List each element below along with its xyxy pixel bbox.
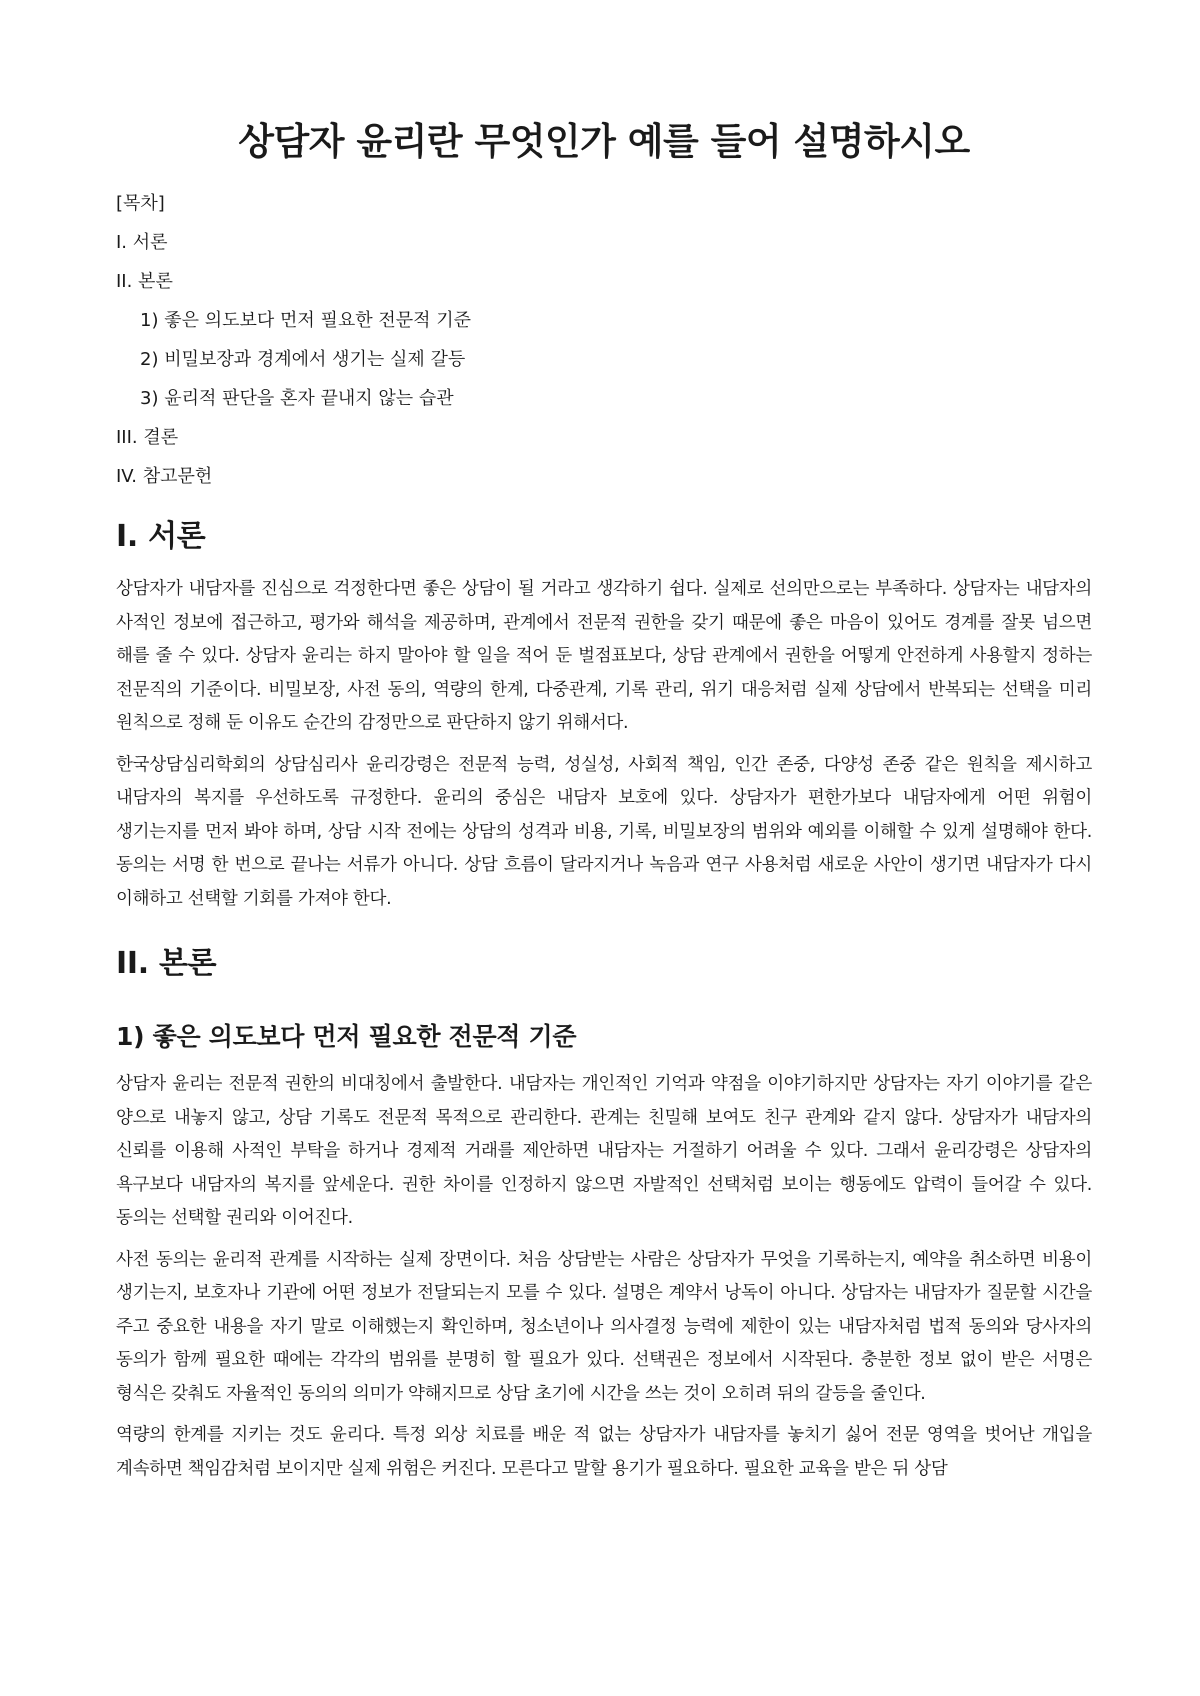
section-body [116, 946, 1092, 1486]
body-paragraph-1: 상담자 윤리는 전문적 권한의 비대칭에서 출발한다. 내담자는 개인적인 기억과 약점을 이야기하지만 상담자는 자기 이야기를 같은 양으로 내놓지 않고, 상담 기록도 전문적 목적으로 관리한다. 관계는 친밀해 보여도 친구 관계와 같지 않다. 상담자가 내담자의 신뢰를 이용해 사적인 부탁을 하거나 경제적 거래를 제안하면 내담자는 거절하기 어려울 수 있다. 그래서 윤리강령은 상담자의 욕구보다 내담자의 복지를 앞세운다. 권한 차이를 인정하지 않으면 자발적인 선택처럼 보이는 행동에도 압력이 들어갈 수 있다. 동의는 선택할 권리와 이어진다. [116, 1074, 1092, 1229]
toc-item-body-3: 3) 윤리적 판단을 혼자 끝내지 않는 습관 [140, 388, 454, 410]
intro-paragraph-2: 한국상담심리학회의 상담심리사 윤리강령은 전문적 능력, 성실성, 사회적 책임, 인간 존중, 다양성 존중 같은 원칙을 제시하고 내담자의 복지를 우선하도록 규정한다. 윤리의 중심은 내담자 보호에 있다. 상담자가 편한가보다 내담자에게 어떤 위험이 생기는지를 먼저 봐야 하며, 상담 시작 전에는 상담의 성격과 비용, 기록, 비밀보장의 범위와 예외를 이해할 수 있게 설명해야 한다. 동의는 서명 한 번으로 끝나는 서류가 아니다. 상담 흐름이 달라지거나 녹음과 연구 사용처럼 새로운 사안이 생기면 내담자가 다시 이해하고 선택할 기회를 가져야 한다. [116, 754, 1092, 909]
document-title: 상담자 윤리란 무엇인가 예를 들어 설명하시오 [238, 120, 970, 163]
section-intro [116, 519, 1092, 916]
section-heading-intro: I. 서론 [116, 519, 206, 555]
body-paragraph-3: 역량의 한계를 지키는 것도 윤리다. 특정 외상 치료를 배운 적 없는 상담자가 내담자를 놓치기 싫어 전문 영역을 벗어난 개입을 계속하면 책임감처럼 보이지만 실제 위험은 커진다. 모른다고 말할 용기가 필요하다. 필요한 교육을 받은 뒤 상담 [116, 1425, 1092, 1479]
toc-item-intro: I. 서론 [116, 232, 168, 254]
toc-item-body: II. 본론 [116, 271, 173, 293]
toc-label: [목차] [116, 193, 165, 215]
section-heading-body: II. 본론 [116, 946, 217, 982]
body-paragraph-2: 사전 동의는 윤리적 관계를 시작하는 실제 장면이다. 처음 상담받는 사람은 상담자가 무엇을 기록하는지, 예약을 취소하면 비용이 생기는지, 보호자나 기관에 어떤 정보가 전달되는지 모를 수 있다. 설명은 계약서 낭독이 아니다. 상담자는 내담자가 질문할 시간을 주고 중요한 내용을 자기 말로 이해했는지 확인하며, 청소년이나 의사결정 능력에 제한이 있는 내담자처럼 법적 동의와 당사자의 동의가 함께 필요한 때에는 각각의 범위를 분명히 할 필요가 있다. 선택권은 정보에서 시작된다. 충분한 정보 없이 받은 서명은 형식은 갖춰도 자율적인 동의의 의미가 약해지므로 상담 초기에 시간을 쓰는 것이 오히려 뒤의 갈등을 줄인다. [116, 1249, 1092, 1404]
intro-paragraph-1: 상담자가 내담자를 진심으로 걱정한다면 좋은 상담이 될 거라고 생각하기 쉽다. 실제로 선의만으로는 부족하다. 상담자는 내담자의 사적인 정보에 접근하고, 평가와 해석을 제공하며, 관계에서 전문적 권한을 갖기 때문에 좋은 마음이 있어도 경계를 잘못 넘으면 해를 줄 수 있다. 상담자 윤리는 하지 말아야 할 일을 적어 둔 벌점표보다, 상담 관계에서 권한을 어떻게 안전하게 사용할지 정하는 전문직의 기준이다. 비밀보장, 사전 동의, 역량의 한계, 다중관계, 기록 관리, 위기 대응처럼 실제 상담에서 반복되는 선택을 미리 원칙으로 정해 둔 이유도 순간의 감정만으로 판단하지 않기 위해서다. [116, 579, 1093, 734]
toc-item-body-1: 1) 좋은 의도보다 먼저 필요한 전문적 기준 [140, 310, 472, 332]
table-of-contents [116, 192, 1092, 489]
toc-item-body-2: 2) 비밀보장과 경계에서 생기는 실제 갈등 [140, 349, 466, 371]
toc-item-conclusion: III. 결론 [116, 427, 179, 449]
toc-item-references: IV. 참고문헌 [116, 466, 213, 488]
subsection-heading-1: 1) 좋은 의도보다 먼저 필요한 전문적 기준 [116, 1022, 577, 1052]
toc-list [116, 231, 1092, 489]
